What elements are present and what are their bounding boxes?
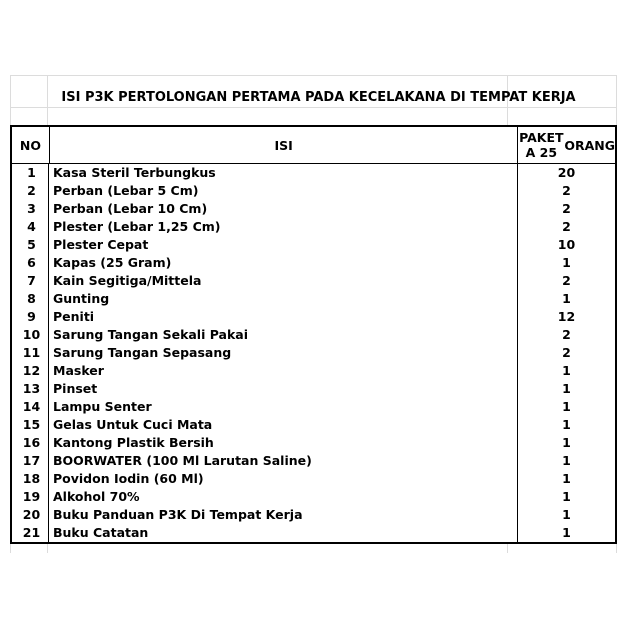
table-row [12,164,615,182]
item-quantity: 2 [562,183,571,198]
header-paket-line1: PAKET A 25 [519,130,564,160]
item-quantity: 1 [562,381,571,396]
table-row [12,362,615,380]
header-isi: ISI [50,127,518,163]
item-name: Buku Panduan P3K Di Tempat Kerja [49,506,518,524]
row-number: 2 [12,182,49,200]
table-body [12,164,615,542]
item-quantity: 1 [562,453,571,468]
document-title: ISI P3K PERTOLONGAN PERTAMA PADA KECELAKANA DI TEMPAT KERJA [61,90,576,105]
item-name: Gelas Untuk Cuci Mata [49,416,518,434]
table-row [12,200,615,218]
item-name: Pinset [49,380,518,398]
item-quantity: 20 [557,165,576,180]
row-number: 12 [12,362,49,380]
row-number: 7 [12,272,49,290]
item-quantity: 2 [562,219,571,234]
row-number: 5 [12,236,49,254]
table-row [12,218,615,236]
row-number: 16 [12,434,49,452]
table-row [12,380,615,398]
table-row [12,524,615,542]
item-name: Plester Cepat [49,236,518,254]
item-quantity: 1 [562,507,571,522]
item-name: Sarung Tangan Sekali Pakai [49,326,518,344]
item-quantity: 1 [562,525,571,540]
item-quantity: 10 [557,237,576,252]
item-name: Lampu Senter [49,398,518,416]
header-paket [518,127,615,163]
table-row [12,506,615,524]
item-quantity: 1 [562,363,571,378]
item-quantity: 1 [562,291,571,306]
header-paket-line2: ORANG [564,137,615,153]
table-row [12,272,615,290]
row-number: 17 [12,452,49,470]
item-name: BOORWATER (100 Ml Larutan Saline) [49,452,518,470]
row-number: 9 [12,308,49,326]
row-number: 13 [12,380,49,398]
row-number: 14 [12,398,49,416]
item-name: Kantong Plastik Bersih [49,434,518,452]
row-number: 10 [12,326,49,344]
item-name: Alkohol 70% [49,488,518,506]
item-name: Gunting [49,290,518,308]
item-name: Plester (Lebar 1,25 Cm) [49,218,518,236]
item-name: Povidon Iodin (60 Ml) [49,470,518,488]
item-name: Peniti [49,308,518,326]
table-header [12,127,615,164]
item-quantity: 2 [562,345,571,360]
table-row [12,290,615,308]
table-row [12,398,615,416]
item-quantity: 12 [557,309,576,324]
item-name: Kapas (25 Gram) [49,254,518,272]
item-name: Buku Catatan [49,524,518,542]
item-quantity: 2 [562,327,571,342]
row-number: 21 [12,524,49,542]
table-row [12,488,615,506]
item-quantity: 2 [562,273,571,288]
row-number: 15 [12,416,49,434]
item-name: Masker [49,362,518,380]
row-number: 19 [12,488,49,506]
table-row [12,416,615,434]
item-quantity: 1 [562,471,571,486]
gridline [10,75,617,76]
row-number: 3 [12,200,49,218]
table-row [12,308,615,326]
table-row [12,452,615,470]
row-number: 11 [12,344,49,362]
item-quantity: 1 [562,489,571,504]
item-quantity: 1 [562,435,571,450]
table-row [12,182,615,200]
row-number: 6 [12,254,49,272]
table-row [12,236,615,254]
row-number: 20 [12,506,49,524]
item-quantity: 1 [562,255,571,270]
item-quantity: 2 [562,201,571,216]
row-number: 18 [12,470,49,488]
item-quantity: 1 [562,399,571,414]
gridline [10,107,617,108]
row-number: 4 [12,218,49,236]
table-row [12,326,615,344]
row-number: 1 [12,164,49,182]
header-no: NO [12,127,50,163]
item-name: Perban (Lebar 10 Cm) [49,200,518,218]
table-row [12,254,615,272]
table-row [12,344,615,362]
item-quantity: 1 [562,417,571,432]
row-number: 8 [12,290,49,308]
item-name: Perban (Lebar 5 Cm) [49,182,518,200]
item-name: Kain Segitiga/Mittela [49,272,518,290]
contents-table [10,125,617,544]
item-name: Sarung Tangan Sepasang [49,344,518,362]
item-name: Kasa Steril Terbungkus [49,164,518,182]
table-row [12,470,615,488]
table-row [12,434,615,452]
